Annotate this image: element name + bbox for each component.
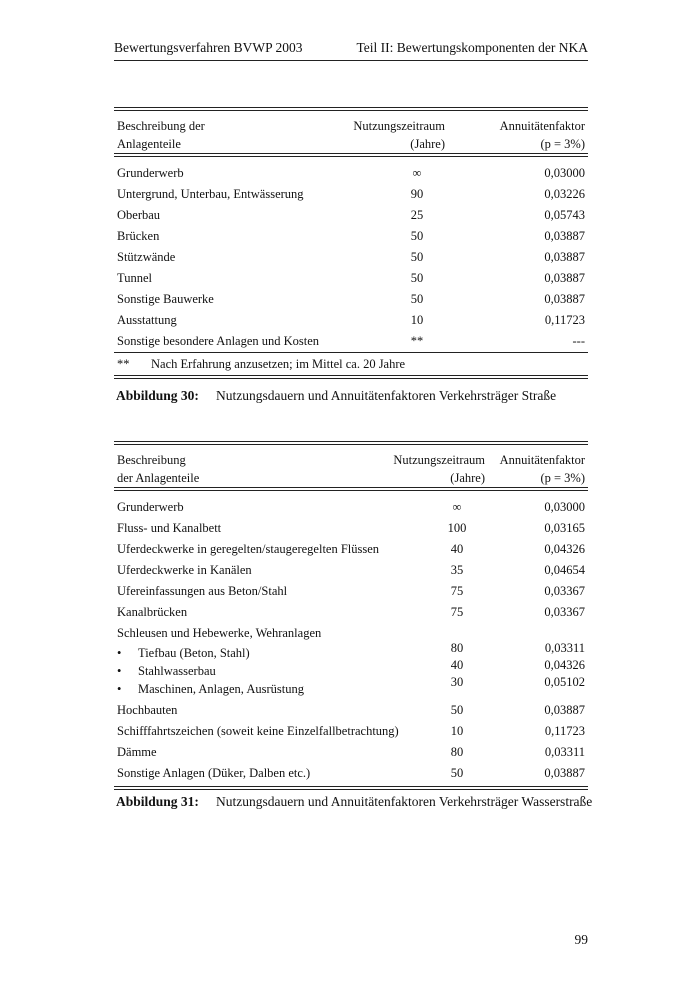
row-description: Hochbauten: [117, 703, 178, 717]
header-right: Teil II: Bewertungskomponenten der NKA: [356, 40, 588, 55]
table-row: [114, 581, 588, 602]
row-description: Schifffahrtszeichen (soweit keine Einzelfallbetrachtung): [117, 724, 399, 738]
col-header: (Jahre): [450, 471, 485, 485]
years-value: 40: [450, 542, 464, 556]
row-description: Brücken: [117, 229, 160, 243]
table-row: [114, 497, 588, 518]
table-header: [114, 111, 588, 153]
col-header: (Jahre): [410, 137, 445, 151]
years-value: 75: [450, 605, 464, 619]
factor-value: 0,04326: [544, 658, 585, 672]
factor-value: 0,03367: [544, 584, 585, 598]
page-header: [114, 38, 588, 61]
factor-value: 0,03887: [544, 271, 585, 285]
col-header: der Anlagenteile: [117, 471, 200, 485]
item-label: Tiefbau (Beton, Stahl): [138, 646, 250, 660]
col-header: Anlagenteile: [117, 137, 181, 151]
bullet: •: [117, 646, 122, 660]
years-value: 50: [410, 250, 424, 264]
table-row: [114, 539, 588, 560]
col-header: Nutzungszeitraum: [393, 453, 485, 467]
table-row: [114, 226, 588, 247]
header-left: Bewertungsverfahren BVWP 2003: [114, 40, 303, 55]
years-value: ∞: [412, 166, 422, 180]
footnote-symbol: **: [117, 357, 130, 371]
table-row: [114, 289, 588, 310]
group-items: [114, 641, 588, 700]
table-row: [114, 763, 588, 784]
row-description: Ausstattung: [117, 313, 177, 327]
table-row: [114, 184, 588, 205]
years-value: 40: [450, 658, 464, 672]
factor-value: 0,03165: [544, 521, 585, 535]
caption-text: Nutzungsdauern und Annuitätenfaktoren Verkehrsträger Straße: [216, 388, 557, 403]
row-description: Tunnel: [117, 271, 152, 285]
table-row: [114, 205, 588, 226]
years-value: **: [410, 334, 424, 348]
col-header: Beschreibung: [117, 453, 186, 467]
factor-value: 0,04326: [544, 542, 585, 556]
years-value: 80: [450, 745, 464, 759]
factor-value: ---: [572, 334, 585, 348]
row-description: Sonstige Bauwerke: [117, 292, 214, 306]
table-header: [114, 445, 588, 487]
row-description: Ufereinfassungen aus Beton/Stahl: [117, 584, 288, 598]
row-description: Sonstige besondere Anlagen und Kosten: [117, 334, 320, 348]
row-description: Kanalbrücken: [117, 605, 188, 619]
table-row: [114, 331, 588, 352]
table-row: [114, 310, 588, 331]
caption-label: Abbildung 30:: [116, 388, 199, 403]
col-header: Annuitätenfaktor: [499, 453, 585, 467]
table-footnote: [114, 353, 588, 375]
years-value: 10: [410, 313, 424, 327]
factor-value: 0,03000: [544, 166, 585, 180]
table-row: [114, 700, 588, 721]
row-description: Oberbau: [117, 208, 161, 222]
years-value: 100: [447, 521, 467, 535]
col-header: Nutzungszeitraum: [353, 119, 445, 133]
bullet: •: [117, 682, 122, 696]
item-label: Maschinen, Anlagen, Ausrüstung: [138, 682, 304, 696]
factor-value: 0,03887: [544, 703, 585, 717]
years-value: 50: [450, 703, 464, 717]
table-row: [114, 560, 588, 581]
years-value: 35: [450, 563, 464, 577]
factor-value: 0,03887: [544, 292, 585, 306]
row-description: Dämme: [117, 745, 157, 759]
row-description: Grunderwerb: [117, 500, 184, 514]
factor-value: 0,03367: [544, 605, 585, 619]
bullet: •: [117, 664, 122, 678]
factor-value: 0,03887: [544, 229, 585, 243]
item-label: Stahlwasserbau: [138, 664, 216, 678]
col-header: (p = 3%): [540, 471, 585, 485]
factor-value: 0,04654: [544, 563, 585, 577]
factor-value: 0,11723: [544, 313, 585, 327]
factor-value: 0,05743: [544, 208, 585, 222]
years-value: ∞: [452, 500, 462, 514]
table-row: [114, 721, 588, 742]
table-row: [114, 518, 588, 539]
page-number: 99: [574, 932, 588, 947]
table-row: [114, 742, 588, 763]
col-header: (p = 3%): [540, 137, 585, 151]
caption-text: Nutzungsdauern und Annuitätenfaktoren Verkehrsträger Wasserstraße: [216, 794, 593, 809]
col-header: Annuitätenfaktor: [499, 119, 585, 133]
factor-value: 0,03000: [544, 500, 585, 514]
years-value: 50: [450, 766, 464, 780]
footnote-text: Nach Erfahrung anzusetzen; im Mittel ca. 20 Jahre: [151, 357, 406, 371]
table-row: [114, 602, 588, 623]
years-value: 50: [410, 229, 424, 243]
table-row: [114, 247, 588, 268]
row-description: Uferdeckwerke in Kanälen: [117, 563, 252, 577]
years-value: 90: [410, 187, 424, 201]
row-description: Stützwände: [117, 250, 176, 264]
years-value: 80: [450, 641, 464, 655]
table-row: [114, 268, 588, 289]
factor-value: 0,03226: [544, 187, 585, 201]
table-strasse: [114, 107, 588, 379]
factor-value: 0,03311: [544, 641, 585, 655]
row-description: Uferdeckwerke in geregelten/staugeregelten Flüssen: [117, 542, 380, 556]
years-value: 30: [450, 675, 464, 689]
factor-value: 0,03311: [544, 745, 585, 759]
row-description: Grunderwerb: [117, 166, 184, 180]
row-description: Untergrund, Unterbau, Entwässerung: [117, 187, 304, 201]
factor-value: 0,11723: [544, 724, 585, 738]
years-value: 10: [450, 724, 464, 738]
years-value: 75: [450, 584, 464, 598]
table-wasserstrasse: [114, 441, 588, 790]
table-row: [114, 163, 588, 184]
factor-value: 0,05102: [544, 675, 585, 689]
caption-label: Abbildung 31:: [116, 794, 199, 809]
factor-value: 0,03887: [544, 250, 585, 264]
years-value: 25: [410, 208, 424, 222]
factor-value: 0,03887: [544, 766, 585, 780]
col-header: Beschreibung der: [117, 119, 205, 133]
row-description: Fluss- und Kanalbett: [117, 521, 222, 535]
years-value: 50: [410, 271, 424, 285]
group-title: Schleusen und Hebewerke, Wehranlagen: [117, 626, 322, 640]
row-description: Sonstige Anlagen (Düker, Dalben etc.): [117, 766, 311, 780]
years-value: 50: [410, 292, 424, 306]
